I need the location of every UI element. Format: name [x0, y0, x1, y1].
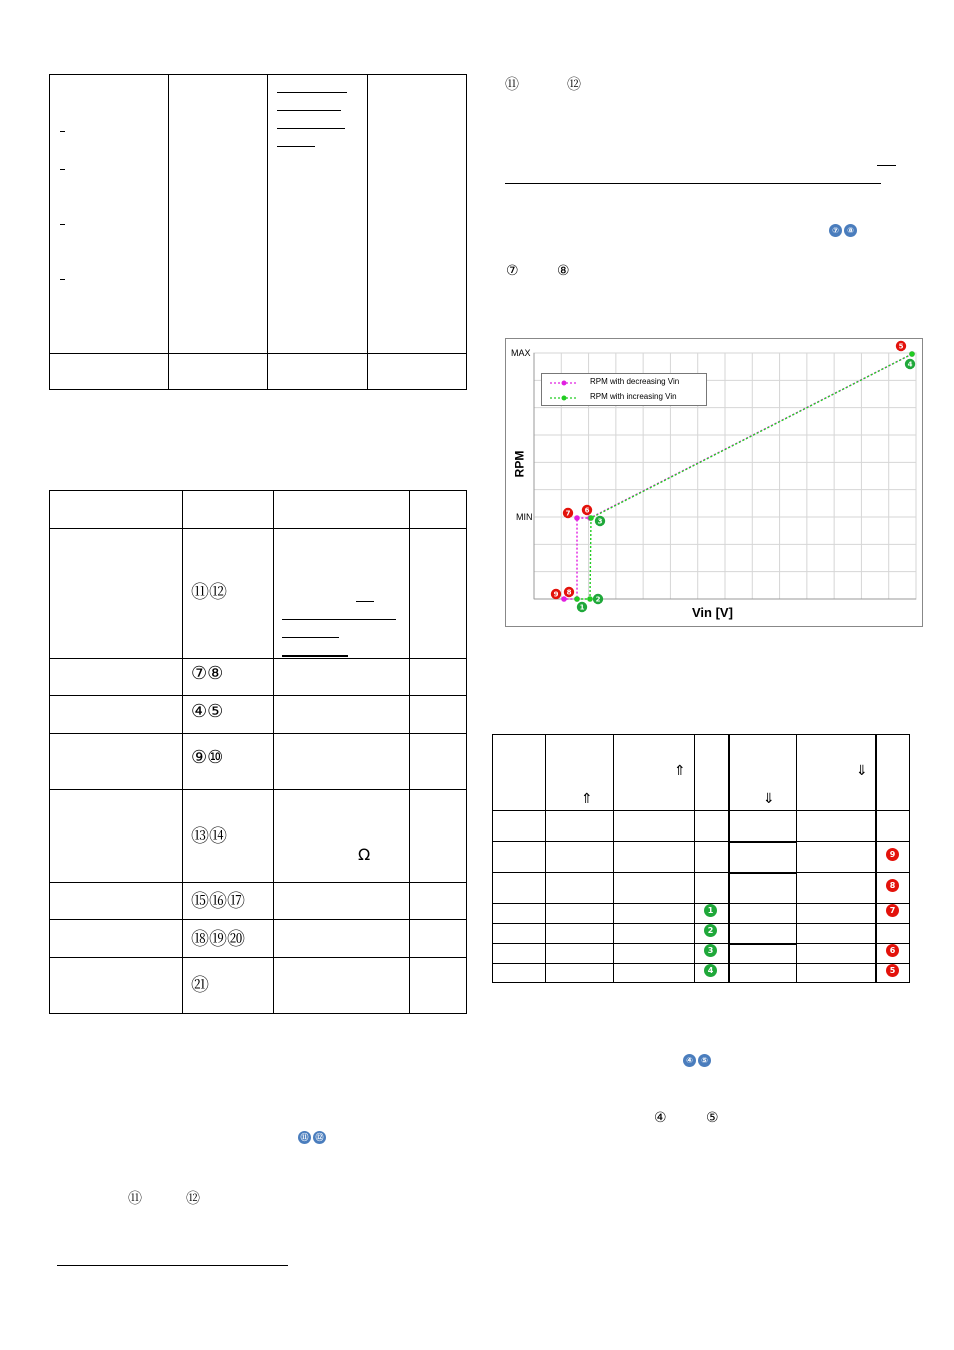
- ref-11-right: ⑪: [505, 77, 519, 93]
- ytick-max: MAX: [511, 348, 531, 358]
- y-axis-label: RPM: [512, 450, 527, 478]
- text-underline: [505, 183, 881, 184]
- ref-12: ⑫: [186, 1191, 200, 1207]
- point-badge-red-icon-label: 7: [565, 509, 571, 518]
- row-symbol: ㉑: [191, 975, 209, 996]
- arrow-down-icon: ⇓: [856, 763, 868, 779]
- point-badge-green-icon-label: 4: [907, 360, 913, 369]
- ref-7: ⑦: [506, 263, 519, 279]
- footnote-rule: [57, 1265, 288, 1266]
- arrow-down-icon: ⇓: [763, 791, 775, 807]
- ref-8: ⑧: [557, 263, 570, 279]
- badge-11-icon: ⑪: [298, 1131, 311, 1144]
- point-badge-green-icon-label: 2: [595, 595, 601, 604]
- x-axis-label: Vin [V]: [692, 605, 733, 620]
- red-badge-8-icon: 8: [886, 879, 899, 892]
- data-point-increasing: [909, 351, 915, 357]
- row-symbol: ⑦⑧: [191, 663, 224, 684]
- green-badge-3-icon: 3: [704, 944, 717, 957]
- badge-12-icon: ⑫: [313, 1131, 326, 1144]
- green-badge-1-icon: 1: [704, 904, 717, 917]
- ref-11: ⑪: [128, 1191, 142, 1207]
- arrow-up-icon: ⇑: [581, 791, 593, 807]
- text-underline: [877, 165, 896, 166]
- rpm-chart: [505, 338, 923, 627]
- data-point-increasing: [587, 596, 593, 602]
- point-badge-red-icon-label: 6: [584, 506, 590, 515]
- data-point-decreasing: [574, 515, 580, 521]
- data-point-increasing: [588, 515, 594, 521]
- red-badge-5-icon: 5: [886, 964, 899, 977]
- chart-legend: [541, 373, 707, 406]
- data-point-increasing: [574, 596, 580, 602]
- badge-5-icon: ⑤: [698, 1054, 711, 1067]
- badge-7-icon: ⑦: [829, 224, 842, 237]
- arrow-up-icon: ⇑: [674, 763, 686, 779]
- row-symbol: ④⑤: [191, 701, 224, 722]
- omega-symbol: Ω: [358, 845, 371, 864]
- row-symbol: ⑱⑲⑳: [191, 929, 245, 950]
- point-badge-red-icon-label: 9: [553, 590, 559, 599]
- red-badge-9-icon: 9: [886, 848, 899, 861]
- point-badge-green-icon-label: 3: [597, 517, 603, 526]
- row-symbol: ⑪⑫: [191, 582, 227, 603]
- ref-12-right: ⑫: [567, 77, 581, 93]
- top-table: [49, 74, 467, 390]
- ytick-min: MIN: [516, 512, 533, 522]
- row-symbol: ⑮⑯⑰: [191, 891, 245, 912]
- green-badge-2-icon: 2: [704, 924, 717, 937]
- row-symbol: ⑨⑩: [191, 747, 224, 768]
- red-badge-7-icon: 7: [886, 904, 899, 917]
- legend-decreasing: RPM with decreasing Vin: [590, 377, 680, 386]
- legend-increasing: RPM with increasing Vin: [590, 392, 677, 401]
- point-badge-red-icon-label: 5: [898, 342, 904, 351]
- green-badge-4-icon: 4: [704, 964, 717, 977]
- mid-table: [49, 490, 467, 1014]
- point-badge-red-icon-label: 8: [566, 588, 572, 597]
- row-symbol: ⑬⑭: [191, 826, 227, 847]
- bottom-table: [492, 734, 910, 983]
- red-badge-6-icon: 6: [886, 944, 899, 957]
- badge-4-icon: ④: [683, 1054, 696, 1067]
- point-badge-green-icon-label: 1: [579, 603, 585, 612]
- data-point-decreasing: [561, 596, 567, 602]
- ref-4: ④: [654, 1110, 667, 1126]
- ref-5: ⑤: [706, 1110, 719, 1126]
- badge-8-icon: ⑧: [844, 224, 857, 237]
